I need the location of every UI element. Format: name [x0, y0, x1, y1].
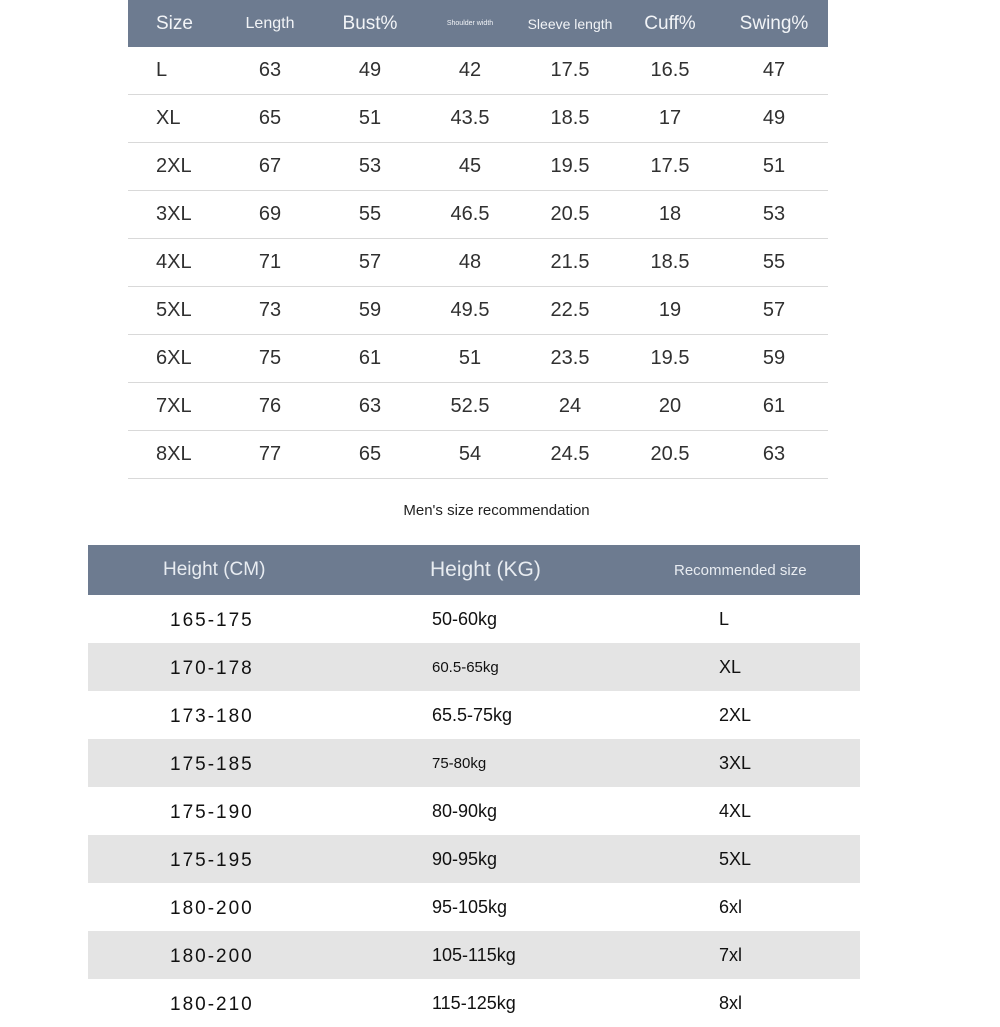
- cell-recommended-size: 2XL: [719, 704, 752, 725]
- table-row: [128, 47, 828, 95]
- cell-shoulder-width: 52.5: [420, 383, 520, 431]
- cell-swing: 53: [720, 191, 828, 239]
- cell-length: 75: [220, 335, 320, 383]
- cell-size: XL: [128, 95, 220, 143]
- cell-size: 2XL: [128, 143, 220, 191]
- cell-height-cm: 175-185: [88, 739, 350, 787]
- table-row: [88, 739, 860, 787]
- table-row: [128, 383, 828, 431]
- cell-recommended-size: 6xl: [719, 896, 743, 917]
- cell-bust: 61: [320, 335, 420, 383]
- cell-size: 3XL: [128, 191, 220, 239]
- table-row: [128, 287, 828, 335]
- table-row: [128, 335, 828, 383]
- table-row: [128, 239, 828, 287]
- cell-cuff: 17.5: [620, 143, 720, 191]
- cell-cuff: 18.5: [620, 239, 720, 287]
- cell-height-cm: 170-178: [88, 643, 350, 691]
- cell-weight-kg: 60.5-65kg: [350, 643, 612, 691]
- cell-bust: 53: [320, 143, 420, 191]
- table-row: [128, 191, 828, 239]
- header-sleeve-length: Sleeve length: [520, 0, 620, 47]
- cell-length: 63: [220, 47, 320, 95]
- header-length: Length: [220, 0, 320, 47]
- table-row: [88, 883, 860, 931]
- cell-weight-kg: 115-125kg: [432, 992, 516, 1013]
- header-shoulder-width: Shoulder width: [420, 0, 520, 47]
- cell-weight-kg: 90-95kg: [350, 835, 612, 883]
- header-bust: Bust%: [320, 0, 420, 47]
- table-row: [128, 431, 828, 479]
- cell-height-cm: 175-190: [170, 802, 254, 823]
- cell-recommended-size: XL: [612, 643, 860, 691]
- cell-sleeve-length: 24: [520, 383, 620, 431]
- cell-length: 77: [220, 431, 320, 479]
- cell-swing: 51: [720, 143, 828, 191]
- cell-length: 71: [220, 239, 320, 287]
- cell-height-cm: 175-195: [88, 835, 350, 883]
- table-row: [88, 787, 860, 835]
- cell-swing: 59: [720, 335, 828, 383]
- cell-swing: 47: [720, 47, 828, 95]
- cell-cuff: 16.5: [620, 47, 720, 95]
- cell-cuff: 19: [620, 287, 720, 335]
- cell-swing: 49: [720, 95, 828, 143]
- size-chart-table: [128, 0, 828, 479]
- cell-swing: 63: [720, 431, 828, 479]
- cell-size: 6XL: [128, 335, 220, 383]
- header-recommended-size: Recommended size: [612, 545, 860, 595]
- cell-height-cm: 165-175: [170, 610, 254, 631]
- cell-shoulder-width: 43.5: [420, 95, 520, 143]
- cell-sleeve-length: 20.5: [520, 191, 620, 239]
- cell-height-cm: 180-200: [170, 898, 254, 919]
- cell-recommended-size: 4XL: [719, 800, 752, 821]
- cell-recommended-size: 7xl: [612, 931, 860, 979]
- cell-bust: 49: [320, 47, 420, 95]
- header-cuff: Cuff%: [620, 0, 720, 47]
- cell-recommended-size: L: [719, 608, 730, 629]
- cell-bust: 51: [320, 95, 420, 143]
- cell-cuff: 20.5: [620, 431, 720, 479]
- recommendation-header-row: [88, 545, 860, 595]
- cell-height-cm: 180-210: [170, 994, 254, 1015]
- cell-size: 4XL: [128, 239, 220, 287]
- size-recommendation-table: [88, 545, 860, 1027]
- header-swing: Swing%: [720, 0, 828, 47]
- cell-weight-kg: 105-115kg: [350, 931, 612, 979]
- header-weight-kg: Height (KG): [350, 545, 612, 595]
- cell-cuff: 19.5: [620, 335, 720, 383]
- cell-recommended-size: 3XL: [612, 739, 860, 787]
- cell-recommended-size: 5XL: [612, 835, 860, 883]
- cell-shoulder-width: 51: [420, 335, 520, 383]
- cell-swing: 61: [720, 383, 828, 431]
- cell-sleeve-length: 17.5: [520, 47, 620, 95]
- cell-size: L: [128, 47, 220, 95]
- cell-weight-kg: 65.5-75kg: [432, 704, 513, 725]
- cell-length: 69: [220, 191, 320, 239]
- cell-bust: 63: [320, 383, 420, 431]
- table-row: [88, 979, 860, 1027]
- cell-length: 73: [220, 287, 320, 335]
- header-size: Size: [128, 0, 220, 47]
- cell-shoulder-width: 42: [420, 47, 520, 95]
- table-row: [128, 143, 828, 191]
- cell-sleeve-length: 18.5: [520, 95, 620, 143]
- cell-bust: 57: [320, 239, 420, 287]
- cell-swing: 55: [720, 239, 828, 287]
- cell-size: 7XL: [128, 383, 220, 431]
- table-row: [88, 595, 860, 643]
- cell-sleeve-length: 24.5: [520, 431, 620, 479]
- table-row: [128, 95, 828, 143]
- cell-bust: 59: [320, 287, 420, 335]
- cell-cuff: 18: [620, 191, 720, 239]
- cell-shoulder-width: 45: [420, 143, 520, 191]
- cell-bust: 55: [320, 191, 420, 239]
- cell-recommended-size: 8xl: [719, 992, 743, 1013]
- cell-height-cm: 173-180: [170, 706, 254, 727]
- table-row: [88, 931, 860, 979]
- cell-sleeve-length: 23.5: [520, 335, 620, 383]
- cell-cuff: 17: [620, 95, 720, 143]
- cell-weight-kg: 75-80kg: [350, 739, 612, 787]
- cell-length: 67: [220, 143, 320, 191]
- cell-length: 76: [220, 383, 320, 431]
- size-chart-header-row: [128, 0, 828, 47]
- table-row: [88, 835, 860, 883]
- cell-weight-kg: 80-90kg: [432, 800, 498, 821]
- cell-bust: 65: [320, 431, 420, 479]
- cell-cuff: 20: [620, 383, 720, 431]
- cell-sleeve-length: 21.5: [520, 239, 620, 287]
- cell-sleeve-length: 19.5: [520, 143, 620, 191]
- header-height-cm: Height (CM): [88, 545, 350, 595]
- table-row: [88, 691, 860, 739]
- cell-size: 8XL: [128, 431, 220, 479]
- cell-height-cm: 180-200: [88, 931, 350, 979]
- cell-shoulder-width: 49.5: [420, 287, 520, 335]
- cell-sleeve-length: 22.5: [520, 287, 620, 335]
- cell-weight-kg: 95-105kg: [432, 896, 508, 917]
- cell-size: 5XL: [128, 287, 220, 335]
- cell-swing: 57: [720, 287, 828, 335]
- cell-weight-kg: 50-60kg: [432, 608, 498, 629]
- recommendation-caption: Men's size recommendation: [403, 502, 590, 519]
- cell-length: 65: [220, 95, 320, 143]
- table-row: [88, 643, 860, 691]
- cell-shoulder-width: 48: [420, 239, 520, 287]
- cell-shoulder-width: 46.5: [420, 191, 520, 239]
- cell-shoulder-width: 54: [420, 431, 520, 479]
